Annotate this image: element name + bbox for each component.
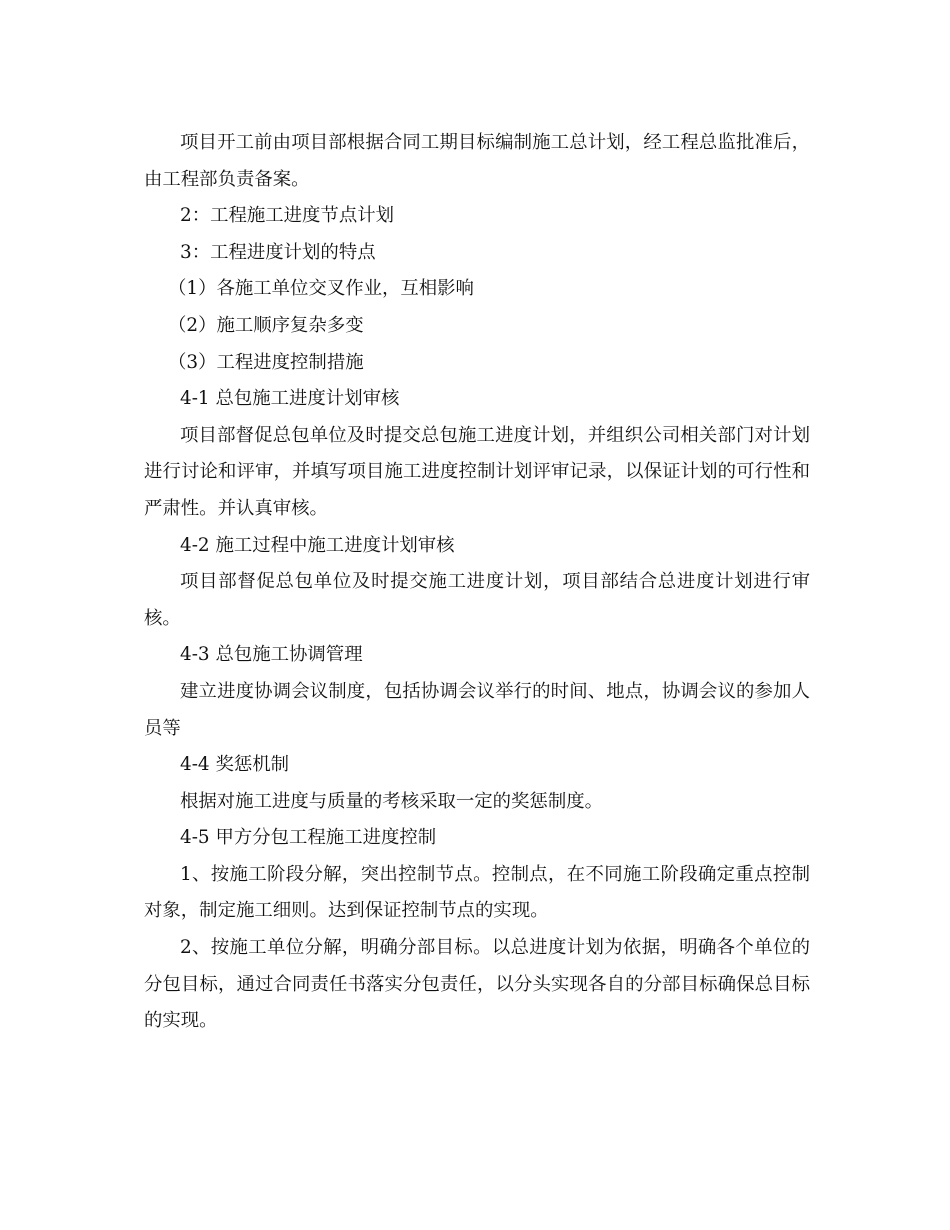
paragraph-4-1-body: 项目部督促总包单位及时提交总包施工进度计划，并组织公司相关部门对计划进行讨论和评审，并填写项目施工进度控制计划评审记录，以保证计划的可行性和严肃性。并认真审核。 (144, 424, 810, 519)
paragraph-4-3-body: 建立进度协调会议制度，包括协调会议举行的时间、地点，协调会议的参加人员等 (144, 680, 810, 739)
paragraph-4-5-item-1: 1、按施工阶段分解，突出控制节点。控制点，在不同施工阶段确定重点控制对象，制定施工细则。达到保证控制节点的实现。 (144, 863, 810, 922)
heading-4-3: 4-3 总包施工协调管理 (180, 644, 363, 666)
paragraph-4-2-body: 项目部督促总包单位及时提交施工进度计划，项目部结合总进度计划进行审核。 (144, 571, 810, 629)
list-item-complex-sequence-text: （2）施工顺序复杂多变 (168, 314, 364, 336)
list-item-cross-work (144, 271, 810, 308)
heading-4-1: 4-1 总包施工进度计划审核 (180, 388, 400, 410)
paragraph-plan-approval: 项目开工前由项目部根据合同工期目标编制施工总计划，经工程总监批准后，由工程部负责备案。 (144, 132, 810, 190)
heading-plan-features: 3：工程进度计划的特点 (180, 241, 376, 263)
heading-node-plan: 2：工程施工进度节点计划 (180, 205, 394, 227)
list-item-complex-sequence (144, 308, 810, 345)
heading-4-2: 4-2 施工过程中施工进度计划审核 (180, 534, 455, 556)
paragraph-4-5-item-2: 2、按施工单位分解，明确分部目标。以总进度计划为依据，明确各个单位的分包目标，通过合同责任书落实分包责任，以分头实现各自的分部目标确保总目标的实现。 (144, 937, 810, 1032)
heading-4-5: 4-5 甲方分包工程施工进度控制 (180, 827, 437, 849)
list-item-cross-work-text: （1）各施工单位交叉作业，互相影响 (168, 278, 474, 300)
heading-4-4: 4-4 奖惩机制 (180, 754, 290, 776)
list-item-control-measures (144, 345, 810, 382)
document-body (144, 125, 810, 1040)
list-item-control-measures-text: （3）工程进度控制措施 (168, 351, 364, 373)
paragraph-4-4-body: 根据对施工进度与质量的考核采取一定的奖惩制度。 (180, 790, 603, 812)
